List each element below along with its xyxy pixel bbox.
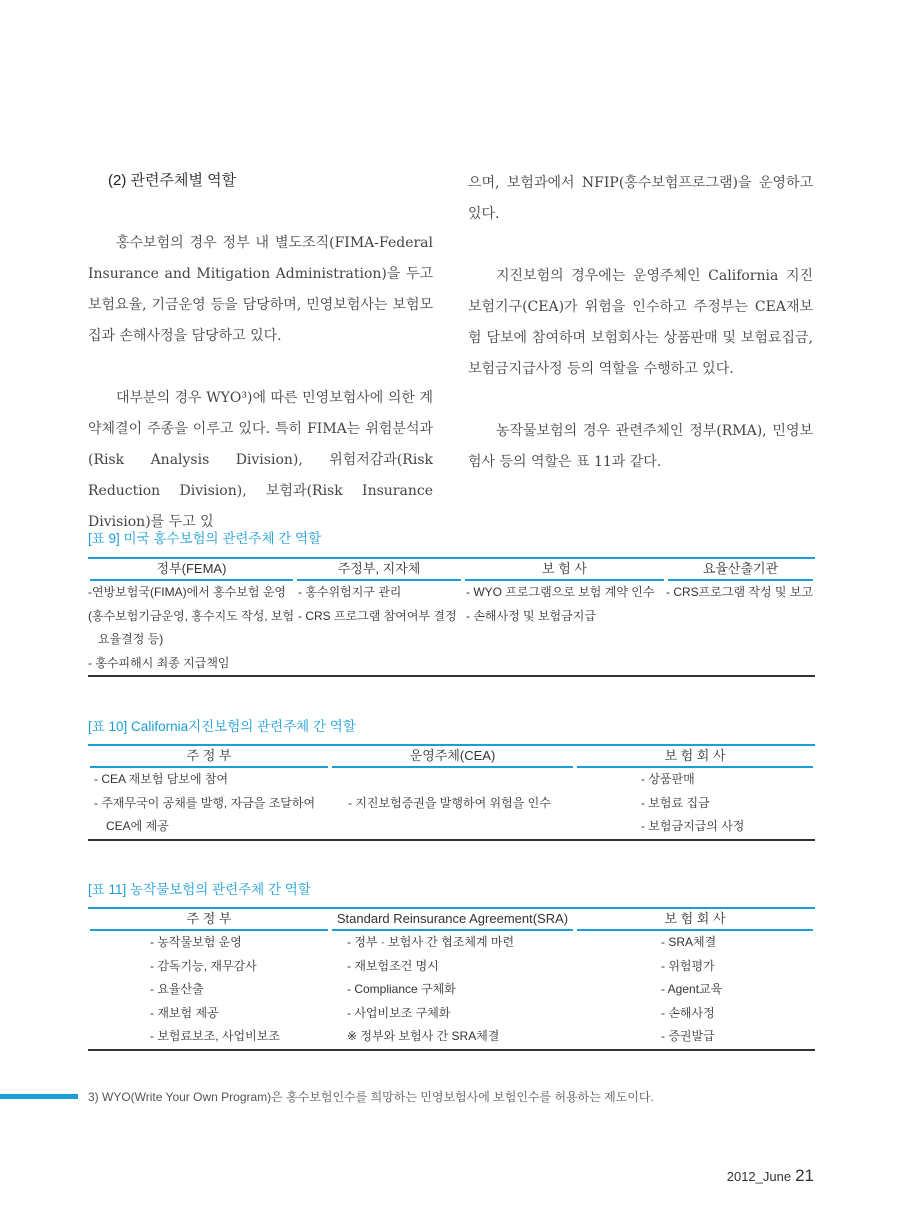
right-column: [468, 168, 813, 478]
table10-cell-insurer: [575, 768, 815, 840]
issue-label: 2012_June: [726, 1169, 792, 1184]
paragraph-crop-insurance: 농작물보험의 경우 관련주체인 정부(RMA), 민영보험사 등의 역할은 표 11과 같다.: [468, 423, 813, 470]
cell-line: - Compliance 구체화: [347, 982, 456, 996]
cell-line: - 홍수위험지구 관리: [298, 585, 402, 599]
table10-cell-state: [88, 768, 330, 840]
table10-header: 운영주체(CEA): [330, 745, 575, 768]
table11-cell-insurer: [575, 931, 815, 1050]
cell-line: - 주재무국이 공채를 발행, 자금을 조달하여: [94, 795, 316, 810]
cell-line: - 재보험 제공: [150, 1005, 219, 1020]
cell-line: - 사업비보조 구체화: [347, 1005, 451, 1020]
cell-line: - 감독기능, 재무감사: [150, 958, 257, 973]
table9-cell-state: [295, 581, 463, 676]
table11-header: 보 험 회 사: [575, 908, 815, 931]
table9-header: 주정부, 지자체: [295, 558, 463, 581]
cell-line: - 손해사정 및 보험금지급: [466, 608, 596, 623]
table9-cell-insurer: [463, 581, 666, 676]
cell-line: - 보험료보조, 사업비보조: [150, 1029, 280, 1043]
table11-caption: [표 11] 농작물보험의 관련주체 간 역할: [88, 882, 311, 897]
footnote-accent-bar: [0, 1094, 78, 1099]
cell-line: - 증권발급: [661, 1029, 715, 1043]
cell-line: (홍수보험기금운영, 홍수지도 작성, 보험: [88, 608, 295, 623]
cell-line: - 정부 · 보험사 간 협조체계 마련: [347, 935, 515, 949]
table9-header: 정부(FEMA): [88, 558, 295, 581]
table9: [88, 557, 815, 677]
table11-header: Standard Reinsurance Agreement(SRA): [330, 908, 575, 931]
cell-line: - 보험금지급의 사정: [641, 819, 745, 833]
cell-line: - 위험평가: [661, 958, 715, 973]
cell-line: - CRS프로그램 작성 및 보고: [666, 585, 813, 599]
table10-caption: [표 10] California지진보험의 관련주체 간 역할: [88, 719, 356, 734]
cell-line: - WYO 프로그램으로 보험 계약 인수: [466, 585, 655, 599]
cell-line: - 요율산출: [150, 982, 204, 996]
table11: [88, 907, 815, 1051]
cell-line: - 농작물보험 운영: [150, 935, 242, 949]
cell-line: - 보험료 집금: [641, 795, 710, 810]
cell-line: - 지진보험증권을 발행하여 위험을 인수: [348, 795, 551, 810]
cell-line: - CEA 재보험 담보에 참여: [94, 772, 229, 786]
table11-cell-state: [88, 931, 330, 1050]
paragraph-nfip: 으며, 보험과에서 NFIP(홍수보험프로그램)을 운영하고 있다.: [468, 175, 813, 222]
cell-line: - SRA체결: [661, 935, 717, 949]
cell-line: - 상품판매: [641, 772, 695, 786]
table9-header: 요율산출기관: [666, 558, 815, 581]
cell-line: - 재보험조건 명시: [347, 958, 439, 973]
cell-line: - CRS 프로그램 참여여부 결정: [298, 608, 457, 623]
cell-line: -연방보험국(FIMA)에서 홍수보험 운영: [88, 585, 287, 599]
page-number: 21: [795, 1166, 814, 1185]
paragraph-wyo: 대부분의 경우 WYO³)에 따른 민영보험사에 의한 계약체결이 주종을 이루고 있다. 특히 FIMA는 위험분석과(Risk Analysis Division), 위험저감과(Risk Reduction Division), 보험과(Risk Insurance Division)를 두고 있: [88, 390, 433, 530]
table10-header: 주 정 부: [88, 745, 330, 768]
table11-cell-sra: [330, 931, 575, 1050]
cell-line: - 홍수피해시 최종 지급책임: [88, 655, 230, 670]
cell-line: 요율결정 등): [98, 632, 164, 646]
cell-line: CEA에 제공: [106, 819, 169, 833]
page-footer: [727, 1166, 814, 1186]
table9-header: 보 험 사: [463, 558, 666, 581]
table9-cell-fema: [88, 581, 295, 676]
table10-header: 보 험 회 사: [575, 745, 815, 768]
table9-caption: [표 9] 미국 홍수보험의 관련주체 간 역할: [88, 531, 322, 546]
footnote: 3) WYO(Write Your Own Program)은 홍수보험인수를 희망하는 민영보험사에 보험인수를 허용하는 제도이다.: [88, 1090, 654, 1104]
cell-line: - 손해사정: [661, 1005, 715, 1020]
table11-header: 주 정 부: [88, 908, 330, 931]
cell-line: - Agent교육: [661, 982, 723, 996]
table10: [88, 744, 815, 841]
section-title: (2) 관련주체별 역할: [108, 172, 237, 189]
table9-cell-rating: [666, 581, 815, 676]
paragraph-earthquake-insurance: 지진보험의 경우에는 운영주체인 California 지진보험기구(CEA)가 위험을 인수하고 주정부는 CEA재보험 담보에 참여하며 보험회사는 상품판매 및 보험료집금, 보험금지급사정 등의 역할을 수행하고 있다.: [468, 268, 813, 377]
left-column: [88, 168, 433, 538]
cell-line: ※ 정부와 보험사 간 SRA체결: [347, 1029, 500, 1043]
paragraph-flood-insurance: 홍수보험의 경우 정부 내 별도조직(FIMA-Federal Insurance and Mitigation Administration)을 두고 보험요율, 기금운영 등을 담당하며, 민영보험사는 보험모집과 손해사정을 담당하고 있다.: [88, 235, 433, 344]
table10-cell-cea: [330, 768, 575, 840]
